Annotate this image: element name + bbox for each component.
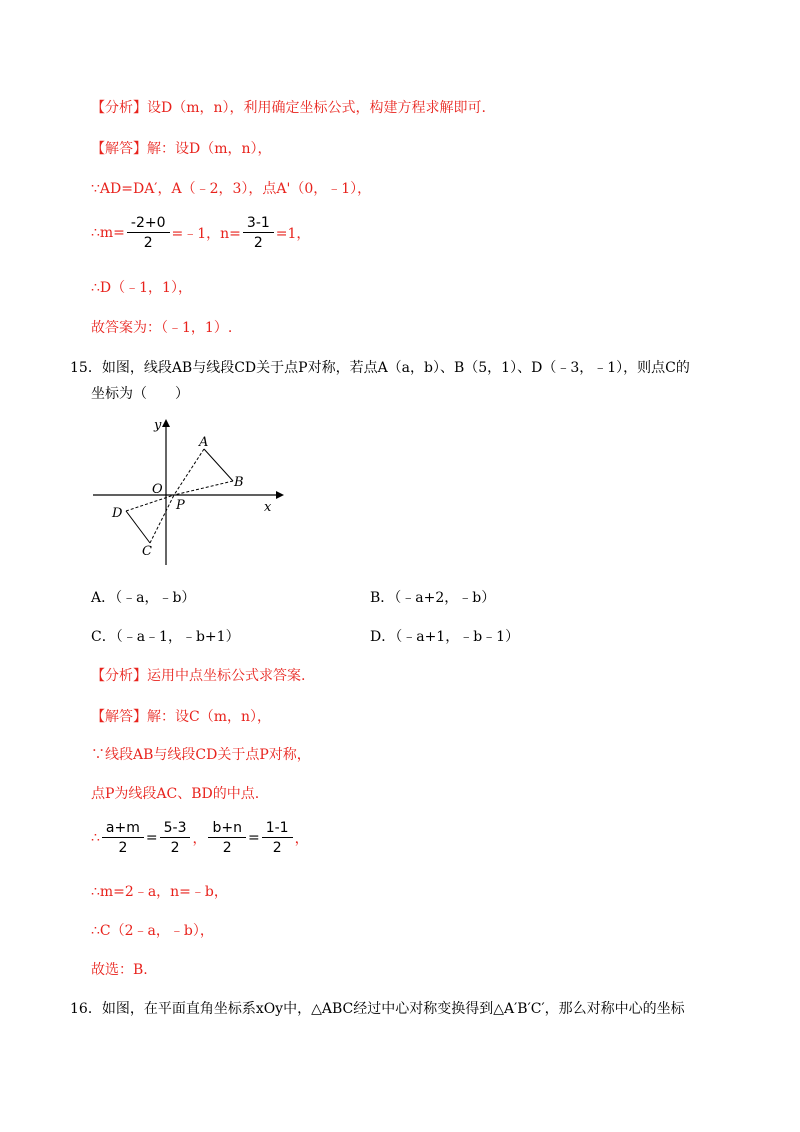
option-d[interactable]: D．（﹣a+1，﹣b﹣1）: [370, 629, 520, 645]
q15-end: ，: [294, 831, 309, 847]
segment-CD: [126, 511, 150, 543]
q15-eq2: =: [247, 830, 260, 846]
option-b[interactable]: B．（﹣a+2，﹣b）: [370, 590, 496, 606]
q15-figure: [88, 415, 288, 570]
label-x: x: [264, 500, 272, 515]
fraction-53-denominator: 2: [170, 840, 180, 856]
fraction-n-numerator: 3-1: [243, 215, 274, 233]
label-P: P: [176, 498, 185, 513]
label-C: C: [142, 544, 152, 559]
x-axis-arrow-icon: [276, 491, 284, 499]
fraction-n-denominator: 2: [253, 235, 263, 251]
q15-therefore-line: [91, 820, 309, 856]
q15-final: 故选：B.: [91, 962, 148, 978]
q15-because: ∵线段AB与线段CD关于点P对称，: [91, 747, 311, 763]
prev-final: 故答案为：（﹣1，1）.: [91, 320, 233, 336]
fraction-am-denominator: 2: [118, 840, 128, 856]
q15-stem-line2: 坐标为（ ）: [91, 386, 189, 402]
q15-midpoint: 点P为线段AC、BD的中点.: [91, 786, 260, 802]
y-axis-arrow-icon: [162, 419, 170, 427]
fraction-n: [243, 215, 274, 251]
segment-BP: [174, 481, 233, 495]
fraction-m-numerator: -2+0: [127, 215, 170, 233]
fraction-53: [160, 820, 191, 856]
segment-AP: [174, 449, 204, 495]
label-D: D: [112, 506, 123, 521]
q15-answer-head: 【解答】解：设C（m，n），: [91, 709, 272, 725]
q15-solve: ∴m=2﹣a，n=﹣b，: [91, 884, 228, 900]
fraction-11: [262, 820, 293, 856]
fraction-53-numerator: 5-3: [160, 820, 191, 838]
q15-therefore-prefix: ∴: [91, 830, 100, 846]
label-O: O: [152, 482, 163, 497]
prev-therefore-line: [91, 215, 310, 251]
fraction-am-numerator: a+m: [102, 820, 144, 838]
fraction-bn: [208, 820, 246, 856]
prev-because: ∵AD=DA′，A（﹣2，3），点A'（0，﹣1），: [91, 181, 372, 197]
prev-answer-head: 【解答】解：设D（m，n），: [91, 141, 272, 157]
q15-stem-line1: 15．如图，线段AB与线段CD关于点P对称，若点A（a，b）、B（5，1）、D（﹣3，﹣1），则点C的: [70, 360, 690, 376]
label-B: B: [234, 475, 244, 490]
q15-eq1: =: [145, 830, 158, 846]
q15-sep: ，: [192, 831, 207, 847]
fraction-am: [102, 820, 144, 856]
fraction-m-denominator: 2: [143, 235, 153, 251]
fraction-bn-numerator: b+n: [208, 820, 246, 838]
label-y: y: [154, 418, 162, 433]
prev-analysis: 【分析】设D（m，n），利用确定坐标公式，构建方程求解即可.: [91, 100, 486, 116]
option-c[interactable]: C．（﹣a﹣1，﹣b+1）: [91, 629, 240, 645]
prev-result: ∴D（﹣1，1），: [91, 280, 192, 296]
prev-therefore-prefix: ∴m=: [91, 225, 125, 241]
label-A: A: [199, 435, 209, 450]
prev-mid2: =1，: [275, 226, 311, 242]
segment-CP: [150, 495, 174, 543]
option-a[interactable]: A．（﹣a，﹣b）: [91, 590, 196, 606]
fraction-11-denominator: 2: [272, 840, 282, 856]
fraction-11-numerator: 1-1: [262, 820, 293, 838]
fraction-m: [127, 215, 170, 251]
fraction-bn-denominator: 2: [222, 840, 232, 856]
q16-stem-line1: 16．如图，在平面直角坐标系xOy中，△ABC经过中心对称变换得到△A′B′C′，那么对称中心的坐标: [70, 1001, 685, 1017]
prev-mid1: =﹣1，n=: [171, 226, 241, 242]
q15-result: ∴C（2﹣a，﹣b），: [91, 923, 214, 939]
q15-analysis: 【分析】运用中点坐标公式求答案.: [91, 668, 306, 684]
segment-DP: [126, 495, 174, 511]
segment-AB: [204, 449, 233, 481]
